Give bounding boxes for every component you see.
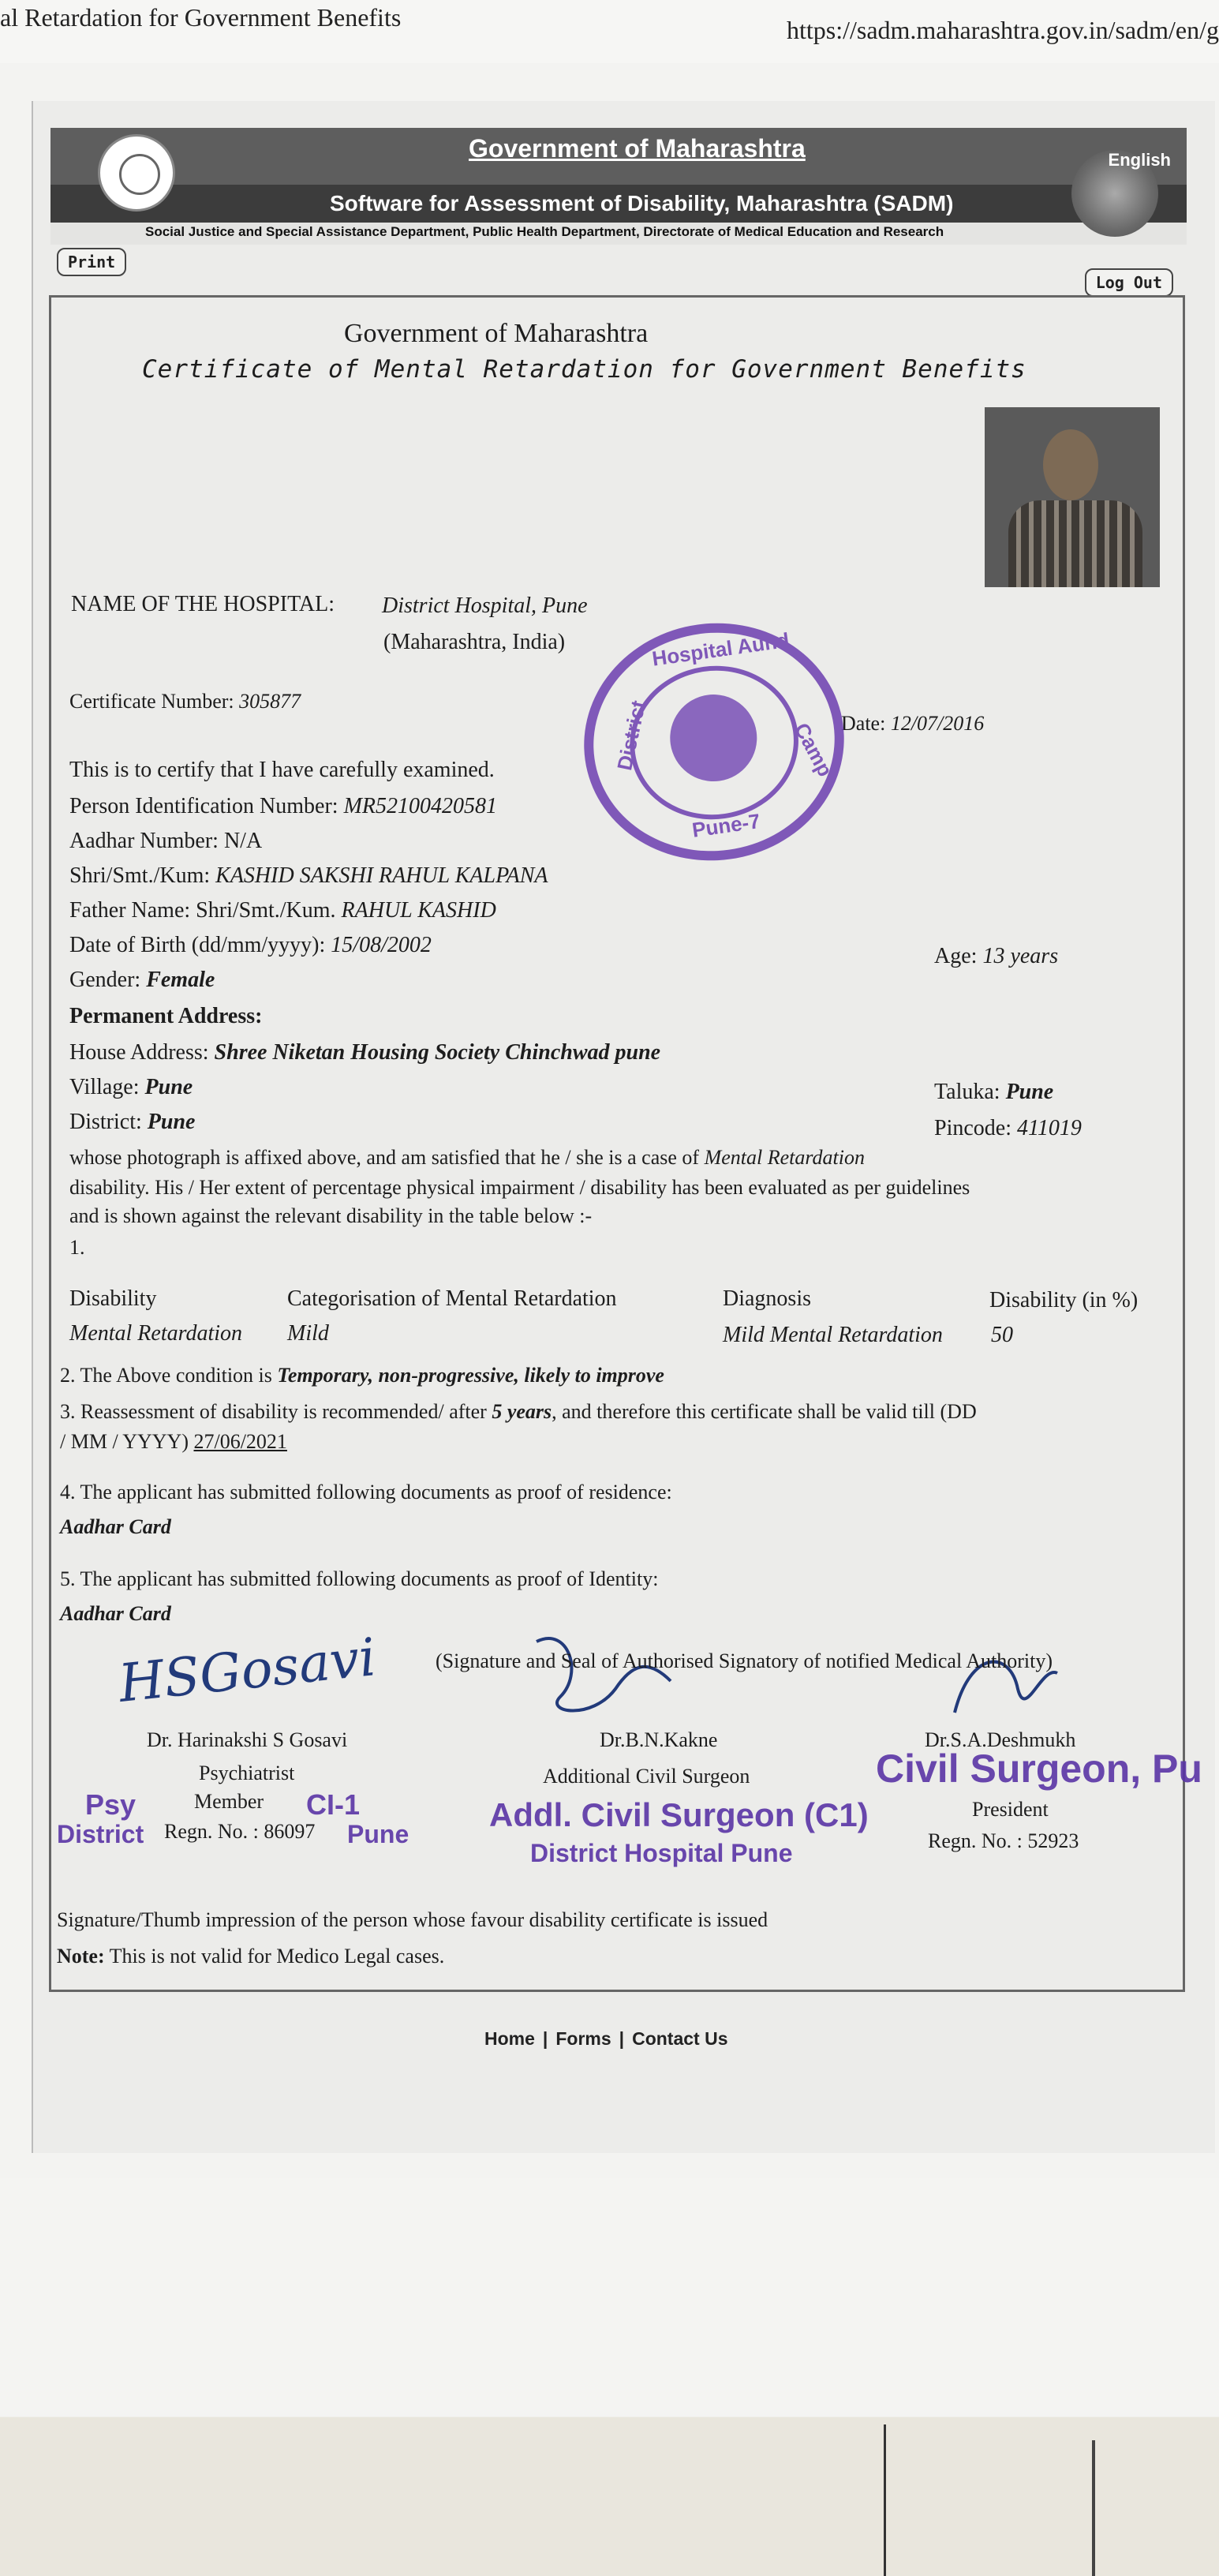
table-cell-percent: 50 <box>991 1323 1013 1347</box>
table-cell-disability: Mental Retardation <box>69 1321 243 1346</box>
table-header-category: Categorisation of Mental Retardation <box>287 1286 617 1311</box>
signature-kakne <box>521 1626 679 1728</box>
certificate-number-row <box>69 690 301 713</box>
father-label: Father Name: Shri/Smt./Kum. <box>69 898 336 923</box>
reassess-b: , and therefore this certificate shall be valid till (DD <box>552 1400 977 1423</box>
reassess-c: / MM / YYYY) <box>60 1430 189 1453</box>
house-label: House Address: <box>69 1040 209 1065</box>
aadhar-row <box>69 829 262 854</box>
thumb-impression-line: Signature/Thumb impression of the person whose favour disability certificate is issued <box>57 1908 768 1931</box>
certificate-number-label: Certificate Number: <box>69 690 234 713</box>
print-page-title: al Retardation for Government Benefits <box>0 3 402 32</box>
name-label: Shri/Smt./Kum: <box>69 863 211 888</box>
father-value: RAHUL KASHID <box>341 898 496 923</box>
aadhar-value: N/A <box>223 829 263 853</box>
taluka-row <box>934 1080 1053 1105</box>
note-row <box>57 1945 444 1968</box>
pid-label: Person Identification Number: <box>69 794 338 818</box>
condition-row <box>60 1364 664 1387</box>
valid-till-date: 27/06/2021 <box>193 1430 287 1453</box>
stamp-text-top: Hospital Aund <box>650 627 791 671</box>
signatory-1-regn: Regn. No. : 86097 <box>164 1820 316 1843</box>
photo-body <box>1008 500 1142 587</box>
stamp-text-left: District <box>612 698 651 773</box>
reassess-line-1 <box>60 1400 977 1424</box>
seal-left-district: District <box>57 1820 144 1848</box>
note-label: Note: <box>57 1945 105 1968</box>
hospital-name: District Hospital, Pune <box>382 593 588 618</box>
site-banner <box>50 128 1187 243</box>
seal-right-civil: Civil Surgeon, Pu <box>876 1747 1202 1791</box>
identity-line: 5. The applicant has submitted following documents as proof of Identity: <box>60 1567 659 1590</box>
gender-label: Gender: <box>69 968 141 992</box>
certificate-subtitle: Certificate of Mental Retardation for Government Benefits <box>142 355 1026 384</box>
footer-contact-link[interactable]: Contact Us <box>632 2028 728 2049</box>
hospital-location: (Maharashtra, India) <box>383 630 566 654</box>
condition-prefix: 2. The Above condition is <box>60 1364 272 1387</box>
paragraph-line-1 <box>69 1146 865 1170</box>
certificate-title: Government of Maharashtra <box>344 319 649 348</box>
house-row <box>69 1040 660 1065</box>
name-row <box>69 863 548 889</box>
taluka-label: Taluka: <box>934 1080 1000 1104</box>
dob-value: 15/08/2002 <box>331 933 432 957</box>
village-row <box>69 1075 193 1100</box>
footer-home-link[interactable]: Home <box>484 2028 535 2049</box>
residence-document: Aadhar Card <box>60 1515 171 1538</box>
pid-row <box>69 794 497 819</box>
gender-value: Female <box>146 968 215 992</box>
paragraph-1a: whose photograph is affixed above, and am satisfied that he / she is a case of <box>69 1146 700 1169</box>
pincode-value: 411019 <box>1017 1116 1082 1140</box>
taluka-value: Pune <box>1005 1080 1054 1104</box>
condition-value: Temporary, non-progressive, likely to improve <box>277 1364 664 1387</box>
note-text: This is not valid for Medico Legal cases. <box>109 1945 445 1968</box>
pincode-label: Pincode: <box>934 1116 1011 1140</box>
age-row <box>934 944 1058 969</box>
signatory-2-role: Additional Civil Surgeon <box>543 1765 750 1788</box>
print-page-url: https://sadm.maharashtra.gov.in/sadm/en/g <box>786 16 1219 44</box>
table-cell-diagnosis: Mild Mental Retardation <box>723 1323 943 1347</box>
seal-left-ci: CI-1 <box>306 1788 361 1821</box>
signatory-3-name: Dr.S.A.Deshmukh <box>925 1728 1076 1751</box>
certificate-number: 305877 <box>239 690 301 713</box>
desk-surface <box>0 2178 1219 2576</box>
seal-left-pune: Pune <box>347 1820 409 1848</box>
logout-button[interactable]: Log Out <box>1085 268 1173 297</box>
desk-edge-line <box>1092 2440 1095 2576</box>
stamp-text-right: Camp <box>789 718 838 781</box>
print-button[interactable]: Print <box>57 248 126 276</box>
permanent-address-label: Permanent Address: <box>69 1004 263 1028</box>
village-label: Village: <box>69 1075 140 1099</box>
sadm-logo-icon <box>98 134 175 212</box>
banner-gov-title: Government of Maharashtra <box>469 134 806 163</box>
signature-caption: (Signature and Seal of Authorised Signatory of notified Medical Authority) <box>436 1649 1053 1672</box>
print-header <box>0 0 1219 63</box>
banner-departments: Social Justice and Special Assistance Department, Public Health Department, Directorate of Medical Education and Research <box>145 224 944 239</box>
district-label: District: <box>69 1110 142 1134</box>
name-value: KASHID SAKSHI RAHUL KALPANA <box>215 863 548 888</box>
signatory-3-regn: Regn. No. : 52923 <box>928 1829 1079 1852</box>
certificate-date-label: Date: <box>841 712 886 735</box>
village-value: Pune <box>144 1075 193 1099</box>
applicant-photo <box>985 407 1160 587</box>
paragraph-line-2: disability. His / Her extent of percentage physical impairment / disability has been evaluated as per guidelines <box>69 1176 970 1199</box>
age-label: Age: <box>934 944 978 968</box>
age-value: 13 years <box>982 944 1059 968</box>
aadhar-label: Aadhar Number: <box>69 829 219 853</box>
signatory-1-role: Psychiatrist <box>199 1762 295 1784</box>
pid-value: MR52100420581 <box>343 794 498 818</box>
pincode-row <box>934 1116 1082 1141</box>
seal-center-addl: Addl. Civil Surgeon (C1) <box>489 1796 869 1833</box>
reassess-line-2 <box>60 1430 287 1454</box>
signatory-2-name: Dr.B.N.Kakne <box>600 1728 718 1751</box>
district-row <box>69 1110 195 1135</box>
footer-separator: | <box>619 2028 625 2049</box>
dob-row <box>69 933 432 958</box>
desk-edge-line <box>884 2424 886 2576</box>
table-header-diagnosis: Diagnosis <box>723 1286 811 1311</box>
item-1: 1. <box>69 1236 85 1259</box>
signatory-3-role: President <box>972 1798 1049 1821</box>
residence-line: 4. The applicant has submitted following documents as proof of residence: <box>60 1481 672 1503</box>
dob-label: Date of Birth (dd/mm/yyyy): <box>69 933 326 957</box>
seal-left-psy: Psy <box>85 1788 136 1821</box>
certify-line: This is to certify that I have carefully examined. <box>69 758 495 782</box>
signature-gosavi: HSGosavi <box>115 1627 379 1714</box>
footer-links <box>484 2028 727 2050</box>
photo-head <box>1043 429 1098 500</box>
gender-row <box>69 968 215 993</box>
certificate-date: 12/07/2016 <box>890 712 985 735</box>
language-link[interactable]: English <box>1108 150 1171 170</box>
table-header-percent: Disability (in %) <box>989 1288 1139 1312</box>
reassess-years: 5 years <box>492 1400 552 1423</box>
reassess-a: 3. Reassessment of disability is recommended/ after <box>60 1400 487 1423</box>
stamp-text-bottom: Pune-7 <box>690 809 762 842</box>
father-row <box>69 898 496 923</box>
hospital-label: NAME OF THE HOSPITAL: <box>71 592 335 616</box>
seal-center-hospital: District Hospital Pune <box>530 1839 793 1867</box>
banner-sadm-title: Software for Assessment of Disability, Maharashtra (SADM) <box>330 191 954 215</box>
paragraph-line-3: and is shown against the relevant disability in the table below :- <box>69 1204 593 1227</box>
identity-document: Aadhar Card <box>60 1602 171 1625</box>
footer-forms-link[interactable]: Forms <box>555 2028 611 2049</box>
table-header-disability: Disability <box>69 1286 157 1311</box>
table-cell-category: Mild <box>287 1321 329 1346</box>
footer-separator: | <box>542 2028 548 2049</box>
house-value: Shree Niketan Housing Society Chinchwad pune <box>214 1040 661 1065</box>
signatory-1-name: Dr. Harinakshi S Gosavi <box>147 1728 348 1751</box>
paragraph-1b: Mental Retardation <box>704 1146 865 1169</box>
certificate-date-row <box>841 712 984 736</box>
district-value: Pune <box>147 1110 196 1134</box>
signatory-1-post: Member <box>194 1790 264 1813</box>
